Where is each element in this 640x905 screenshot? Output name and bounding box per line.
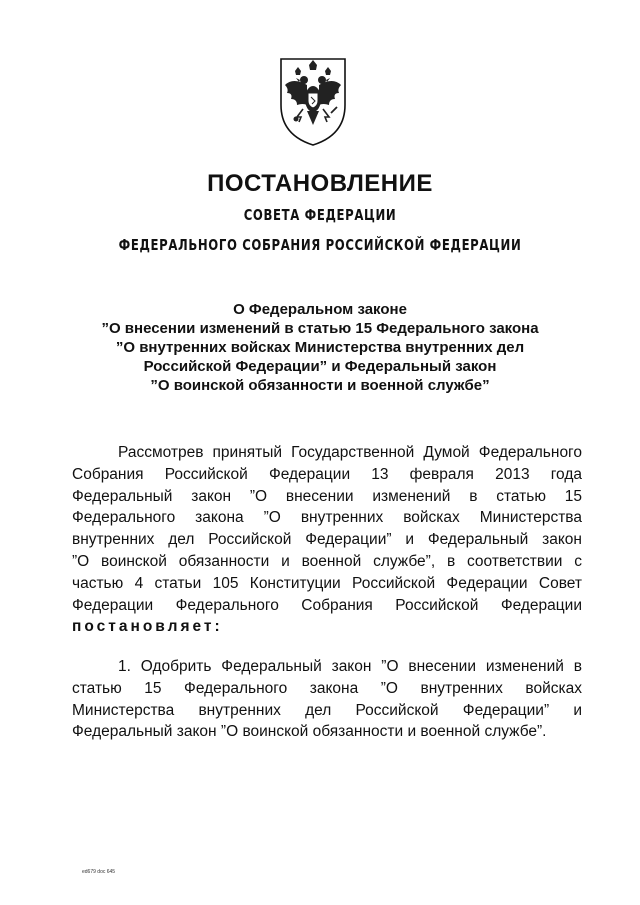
- document-subtitle-council: СОВЕТА ФЕДЕРАЦИИ: [243, 206, 397, 224]
- paragraph-line: Министерства внутренних дел Российской Федерации” и: [72, 701, 582, 719]
- paragraph-line: внутренних дел Российской Федерации” и Федеральный закон: [72, 531, 582, 549]
- paragraph-line: частью 4 статьи 105 Конституции Российской Федерации Совет: [72, 574, 582, 592]
- paragraph-line: 1. Одобрить Федеральный закон ”О внесении изменений в: [118, 658, 582, 675]
- paragraph-line: Рассмотрев принятый Государственной Думой Федерального: [118, 444, 582, 461]
- heading-line: ”О внесении изменений в статью 15 Федерального закона: [101, 320, 539, 337]
- paragraph-line: статью 15 Федерального закона ”О внутренних войсках: [72, 679, 582, 697]
- paragraph-line: Федеральный закон ”О воинской обязанности и военной службе”.: [72, 723, 547, 741]
- paragraph-line: ”О воинской обязанности и военной службе”, в соответствии с: [72, 552, 582, 570]
- heading-line: ”О воинской обязанности и военной службе”: [150, 377, 490, 394]
- heading-line: ”О внутренних войсках Министерства внутренних дел: [115, 339, 525, 356]
- paragraph-line: Федеральный закон ”О внесении изменений в статью 15: [72, 487, 582, 505]
- body-paragraph-clause-1: [72, 656, 582, 743]
- coat-of-arms-icon: [273, 55, 353, 147]
- paragraph-line: Собрания Российской Федерации 13 февраля 2013 года: [72, 465, 582, 483]
- decree-word: постановляет:: [72, 618, 223, 636]
- body-paragraph-preamble: [72, 442, 582, 638]
- paragraph-line: Федерации Федерального Собрания Российской Федерации: [72, 596, 582, 614]
- document-code: ed679 doc 645: [82, 869, 116, 875]
- resolution-heading: [0, 300, 640, 395]
- heading-line: Российской Федерации” и Федеральный закон: [143, 358, 497, 375]
- document-subtitle-assembly: ФЕДЕРАЛЬНОГО СОБРАНИЯ РОССИЙСКОЙ ФЕДЕРАЦИИ: [118, 236, 522, 254]
- paragraph-line: Федерального закона ”О внутренних войсках Министерства: [72, 509, 582, 527]
- heading-line: О Федеральном законе: [233, 301, 407, 318]
- document-title: ПОСТАНОВЛЕНИЕ: [207, 170, 433, 197]
